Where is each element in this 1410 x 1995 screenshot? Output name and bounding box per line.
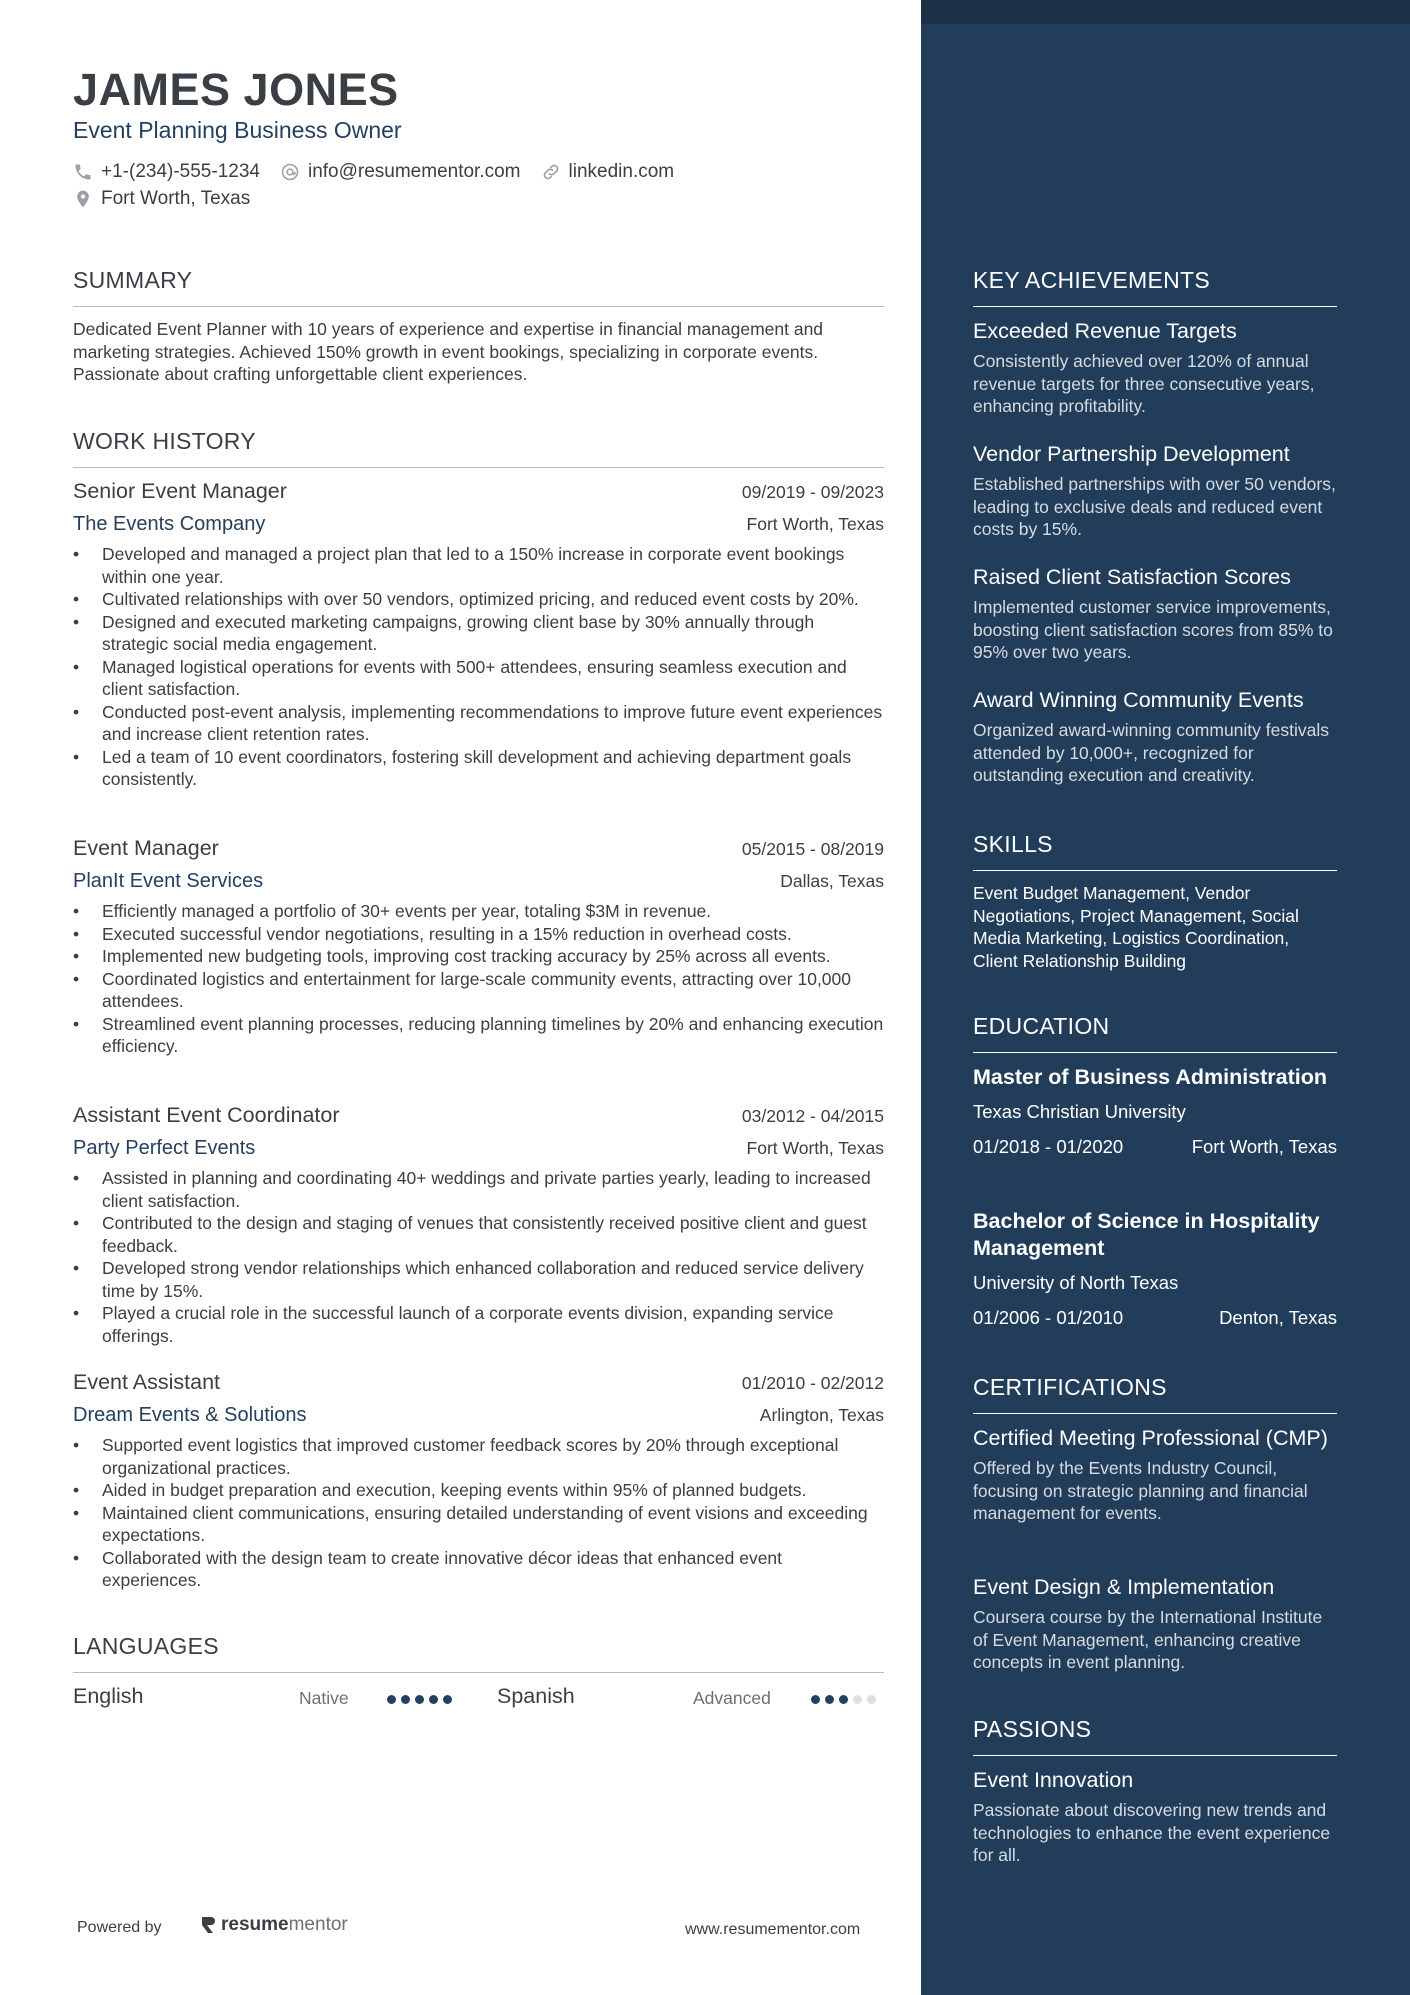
job-bullet: • Executed successful vendor negotiations, resulting in a 15% reduction in overhead costs. [73,923,884,946]
achievement-item [973,686,1337,787]
education-heading: EDUCATION [973,1013,1337,1053]
sidebar-top-bar [921,0,1410,24]
job-bullet: • Efficiently managed a portfolio of 30+ events per year, totaling $3M in revenue. [73,900,884,923]
rating-dot [387,1695,396,1704]
job-location: Arlington, Texas [759,1405,884,1425]
education-degree: Bachelor of Science in Hospitality Management [973,1209,1320,1260]
powered-by-label: Powered by [77,1919,162,1936]
footer-url[interactable]: www.resumementor.com [685,1921,861,1938]
job-bullet: • Led a team of 10 event coordinators, fostering skill development and achieving department goals consistently. [73,746,884,791]
achievement-title: Raised Client Satisfaction Scores [973,565,1291,589]
skills-heading: SKILLS [973,831,1337,871]
rating-dot [429,1695,438,1704]
certification-desc: Coursera course by the International Institute of Event Management, enhancing creative concepts in event planning. [973,1607,1323,1672]
achievement-desc: Established partnerships with over 50 vendors, leading to exclusive deals and reduced event costs by 15%. [973,474,1336,539]
phone-text: +1-(234)-555-1234 [101,161,260,182]
education-school: Texas Christian University [973,1101,1186,1122]
certifications-heading: CERTIFICATIONS [973,1374,1337,1414]
logo-light-text: mentor [288,1914,348,1935]
achievement-item [973,440,1337,541]
rating-dot [839,1695,848,1704]
certification-item [973,1424,1337,1525]
job-location: Fort Worth, Texas [746,1138,884,1158]
education-school: University of North Texas [973,1272,1179,1293]
resumementor-logo[interactable] [200,1914,348,1936]
education-location: Fort Worth, Texas [1191,1136,1337,1157]
passions-heading: PASSIONS [973,1716,1337,1756]
job-bullet: • Assisted in planning and coordinating 40+ weddings and private parties yearly, leading to increased client satisfaction. [73,1167,884,1212]
language-name: Spanish [497,1684,575,1708]
job-entry [73,836,884,1058]
education-degree: Master of Business Administration [973,1065,1328,1089]
job-company: Party Perfect Events [73,1137,256,1159]
education-item [973,1064,1337,1158]
rating-dot [825,1695,834,1704]
language-rating [811,1695,881,1704]
job-company: The Events Company [73,513,266,535]
summary-heading: SUMMARY [73,267,884,307]
resumementor-logo-icon [200,1915,217,1935]
rating-dot [415,1695,424,1704]
job-bullet: • Contributed to the design and staging of venues that consistently received positive client and guest feedback. [73,1212,884,1257]
achievement-item [973,317,1337,418]
link-icon [541,162,561,182]
job-bullet: • Developed strong vendor relationships which enhanced collaboration and reduced service delivery time by 15%. [73,1257,884,1302]
certification-desc: Offered by the Events Industry Council, focusing on strategic planning and financial management for events. [973,1458,1308,1523]
certification-title: Event Design & Implementation [973,1575,1275,1599]
job-bullets [73,543,884,791]
job-bullets [73,1434,884,1592]
location-pin-icon [73,189,93,209]
job-location: Dallas, Texas [780,871,884,891]
candidate-title: Event Planning Business Owner [73,117,402,143]
achievement-title: Vendor Partnership Development [973,442,1290,466]
job-bullet: • Designed and executed marketing campaigns, growing client base by 30% annually through strategic social media engagement. [73,611,884,656]
certification-item [973,1573,1337,1674]
email-text: info@resumementor.com [307,161,521,182]
rating-dot [401,1695,410,1704]
languages-row [73,1684,884,1716]
job-role: Senior Event Manager [73,479,287,503]
job-bullets [73,1167,884,1347]
job-bullet: • Collaborated with the design team to create innovative décor ideas that enhanced event experiences. [73,1547,884,1592]
contact-location [73,188,250,210]
job-entry [73,1370,884,1592]
contact-row-2 [73,188,270,210]
achievement-desc: Implemented customer service improvements, boosting client satisfaction scores from 85% to 95% over two years. [973,597,1333,662]
job-dates: 03/2012 - 04/2015 [741,1106,884,1126]
job-bullet: • Coordinated logistics and entertainment for large-scale community events, attracting over 10,000 attendees. [73,968,884,1013]
education-dates: 01/2018 - 01/2020 [973,1136,1124,1157]
sidebar [921,0,1410,1995]
rating-dot [811,1695,820,1704]
job-bullet: • Maintained client communications, ensuring detailed understanding of event visions and exceeding expectations. [73,1502,884,1547]
contact-linkedin[interactable] [541,161,675,183]
language-level: Advanced [693,1688,771,1708]
job-role: Event Manager [73,836,219,860]
job-entry [73,1103,884,1347]
job-bullet: • Conducted post-event analysis, implementing recommendations to improve future event experiences and increase client retention rates. [73,701,884,746]
job-bullets [73,900,884,1058]
education-item [973,1208,1337,1329]
job-bullet: • Implemented new budgeting tools, improving cost tracking accuracy by 25% across all events. [73,945,884,968]
job-entry [73,479,884,791]
skills-text: Event Budget Management, Vendor Negotiations, Project Management, Social Media Marketing, Logistics Coordination, Client Relationship Building [973,883,1299,971]
job-bullet: • Played a crucial role in the successful launch of a corporate events division, expanding service offerings. [73,1302,884,1347]
job-bullet: • Streamlined event planning processes, reducing planning timelines by 20% and enhancing execution efficiency. [73,1013,884,1058]
job-role: Assistant Event Coordinator [73,1103,340,1127]
location-text: Fort Worth, Texas [101,188,251,209]
certification-title: Certified Meeting Professional (CMP) [973,1426,1328,1450]
job-bullet: • Cultivated relationships with over 50 vendors, optimized pricing, and reduced event costs by 20%. [73,588,884,611]
linkedin-text: linkedin.com [568,161,675,182]
language-name: English [73,1684,144,1708]
contact-email[interactable] [280,161,521,183]
passion-title: Event Innovation [973,1768,1134,1792]
achievement-title: Exceeded Revenue Targets [973,319,1237,343]
job-bullet: • Supported event logistics that improved customer feedback scores by 20% through exceptional organizational practices. [73,1434,884,1479]
job-location: Fort Worth, Texas [746,514,884,534]
phone-icon [73,162,93,182]
candidate-name: JAMES JONES [73,64,399,115]
passion-desc: Passionate about discovering new trends and technologies to enhance the event experience for all. [973,1800,1331,1865]
languages-heading: LANGUAGES [73,1633,884,1673]
education-location: Denton, Texas [1219,1307,1337,1328]
achievement-item [973,563,1337,664]
job-company: Dream Events & Solutions [73,1404,307,1426]
job-company: PlanIt Event Services [73,870,264,892]
achievements-heading: KEY ACHIEVEMENTS [973,267,1337,307]
job-dates: 09/2019 - 09/2023 [741,482,884,502]
achievement-desc: Organized award-winning community festivals attended by 10,000+, recognized for outstanding execution and creativity. [973,720,1329,785]
language-level: Native [299,1688,349,1708]
contact-phone [73,161,260,183]
job-bullet: • Developed and managed a project plan that led to a 150% increase in corporate event bookings within one year. [73,543,884,588]
achievement-title: Award Winning Community Events [973,688,1304,712]
rating-dot [443,1695,452,1704]
job-bullet: • Aided in budget preparation and execution, keeping events within 95% of planned budgets. [73,1479,884,1502]
logo-bold-text: resume [221,1914,289,1935]
education-dates: 01/2006 - 01/2010 [973,1307,1124,1328]
job-bullet: • Managed logistical operations for events with 500+ attendees, ensuring seamless execution and client satisfaction. [73,656,884,701]
summary-text: Dedicated Event Planner with 10 years of experience and expertise in financial management and marketing strategies. Achieved 150% growth in event bookings, specializing in corporate events. Passionate about crafting unforgettable client experiences. [73,319,824,384]
rating-dot [853,1695,862,1704]
passion-item [973,1766,1337,1867]
job-dates: 01/2010 - 02/2012 [741,1373,884,1393]
contact-row [73,161,694,183]
work-history-heading: WORK HISTORY [73,428,884,468]
job-role: Event Assistant [73,1370,220,1394]
at-icon [280,162,300,182]
rating-dot [867,1695,876,1704]
job-dates: 05/2015 - 08/2019 [741,839,884,859]
achievement-desc: Consistently achieved over 120% of annual revenue targets for three consecutive years, enhancing profitability. [973,351,1315,416]
language-rating [387,1695,457,1704]
